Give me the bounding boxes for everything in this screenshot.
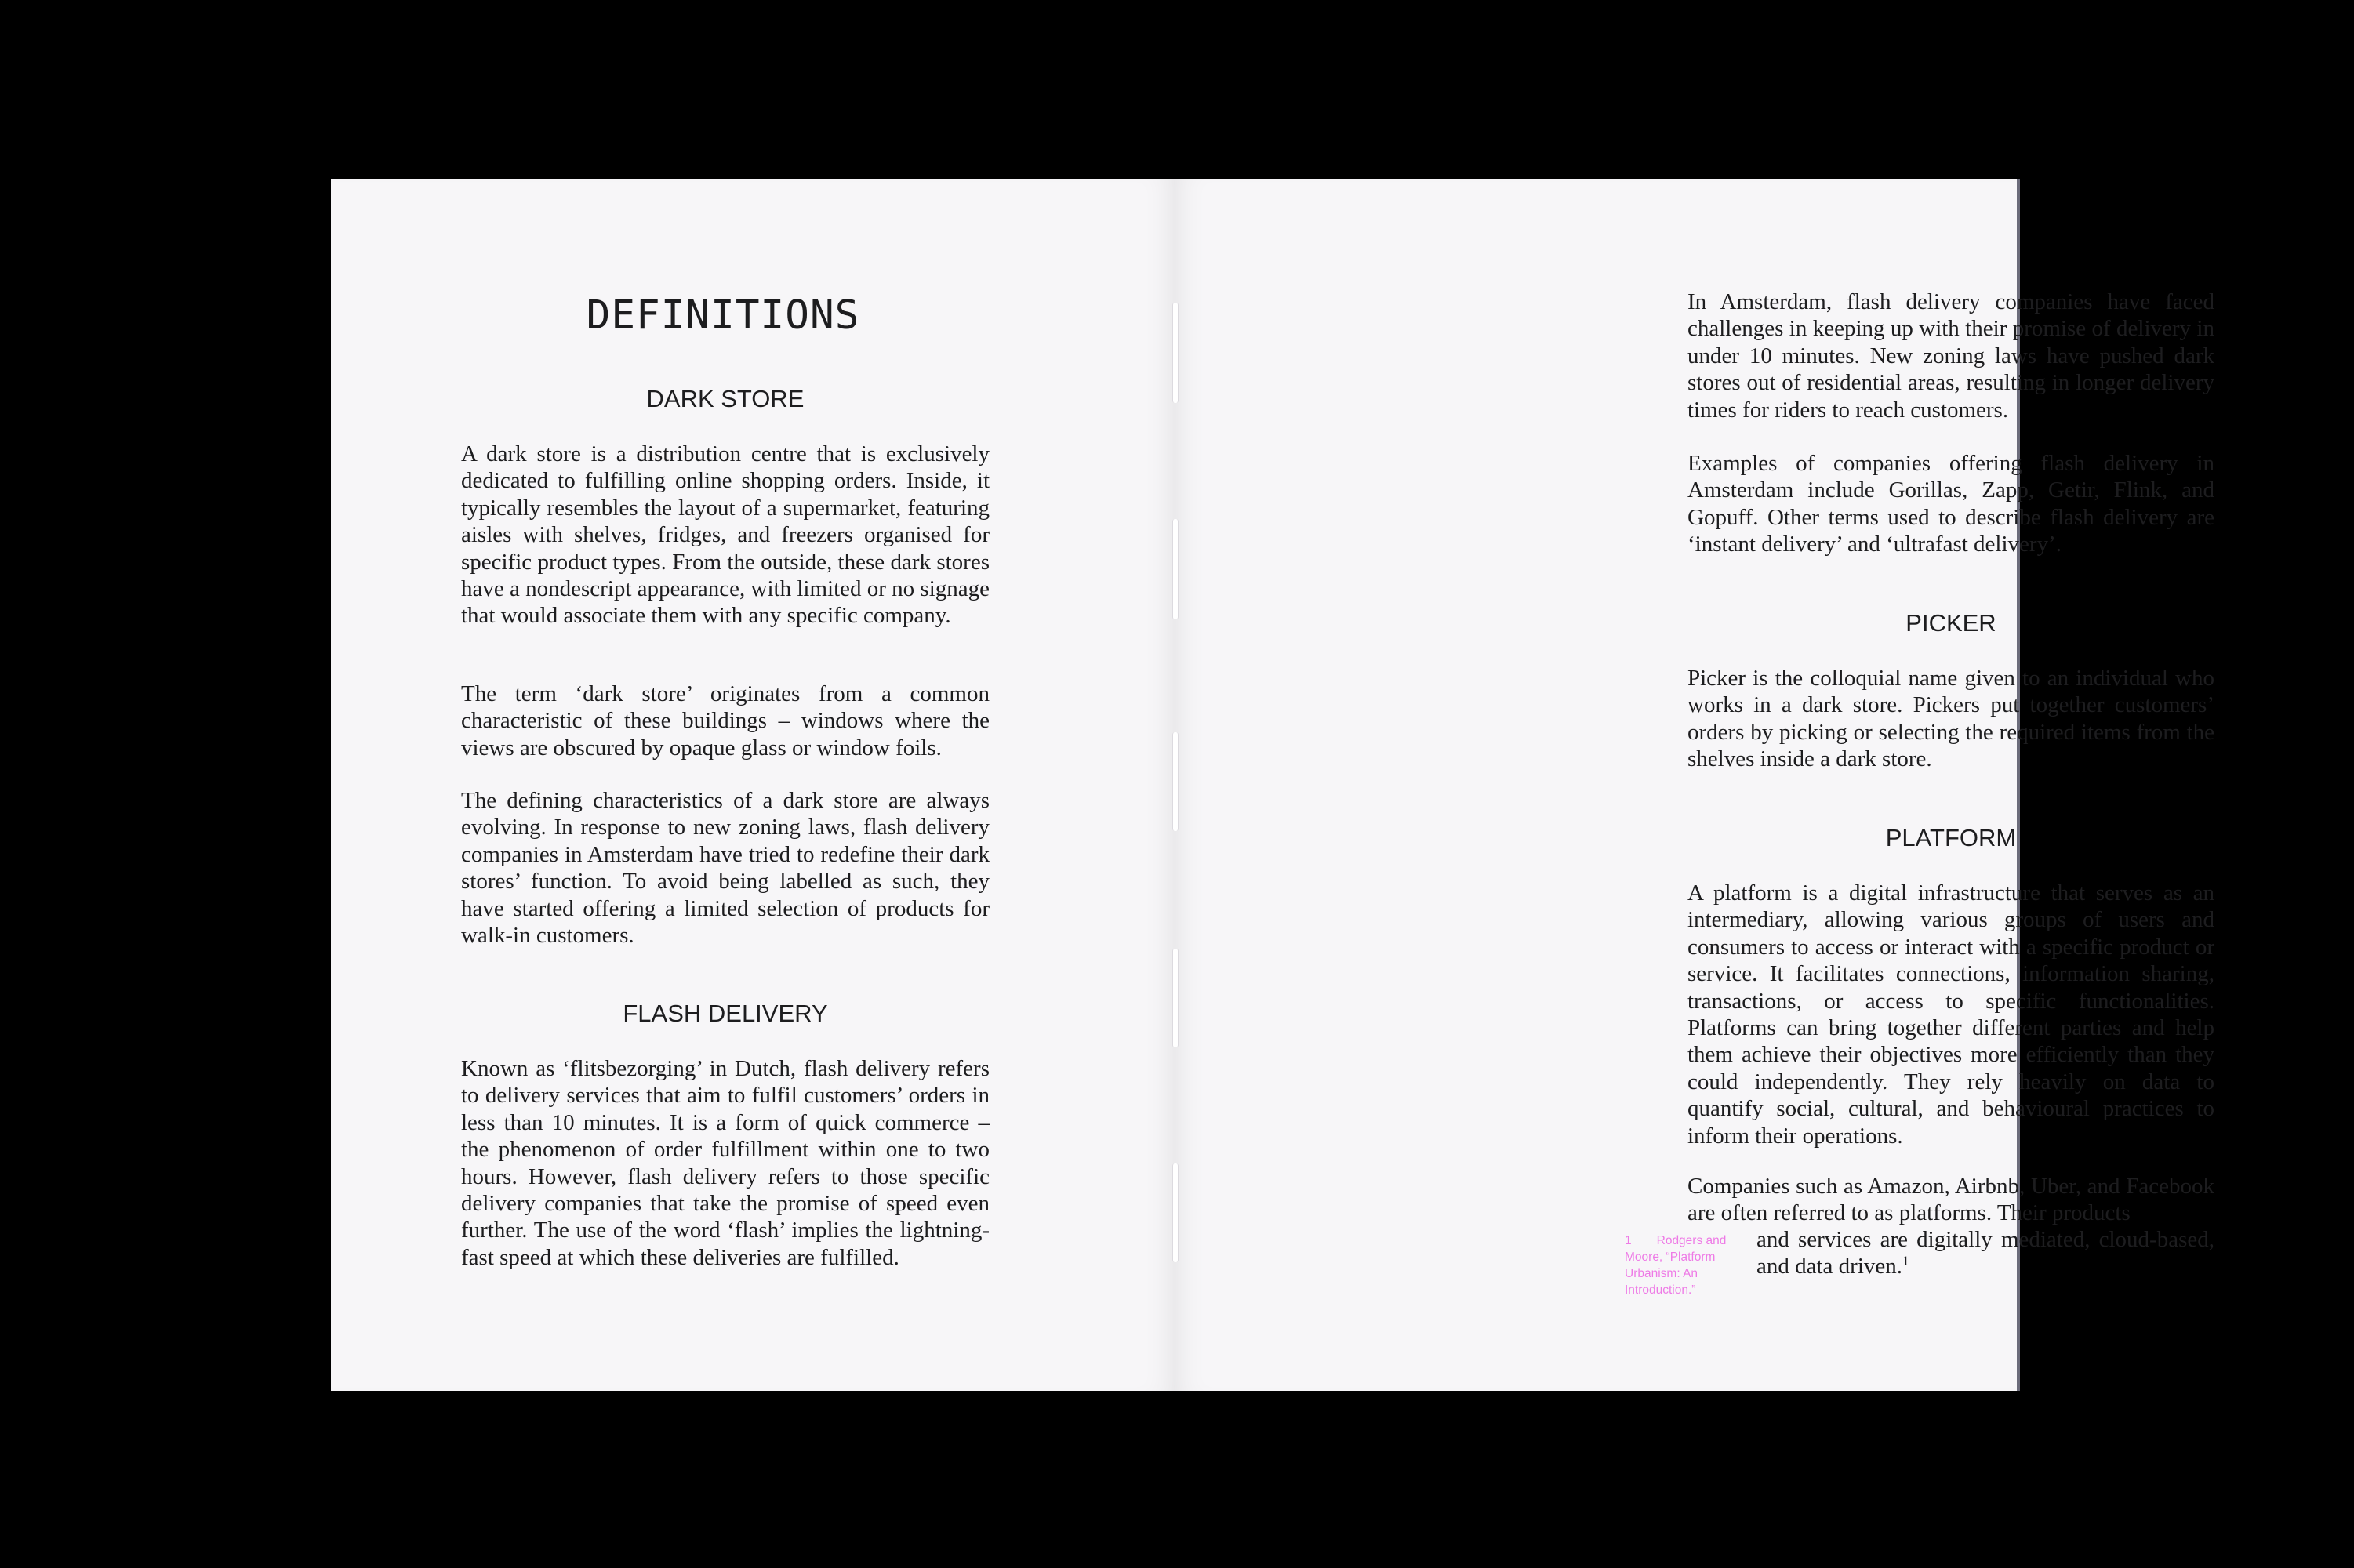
footnote-number: 1 xyxy=(1625,1234,1632,1247)
right-page xyxy=(1175,179,2214,1391)
left-page xyxy=(331,179,1175,1391)
paragraph-dark-store-2: The term ‘dark store’ originates from a common characteristic of these buildings – windows where the views are obscured by opaque glass or window foils. xyxy=(461,681,990,760)
paragraph-amsterdam-challenges: In Amsterdam, flash delivery companies have faced challenges in keeping up with their promise of delivery in under 10 minutes. New zoning laws have pushed dark stores out of residential areas, resulting in longer delivery times for riders to reach customers. xyxy=(1687,289,2214,423)
paragraph-platform-3-text: and services are digitally mediated, cloud-based, and data driven. xyxy=(1756,1227,2214,1279)
binding-stitch xyxy=(1172,303,1179,403)
paragraph-platform-2: Companies such as Amazon, Airbnb, Uber, and Facebook are often referred to as platforms. Their products xyxy=(1687,1174,2214,1226)
paragraph-flash-delivery-examples: Examples of companies offering flash delivery in Amsterdam include Gorillas, Zapp, Getir, Flink, and Gopuff. Other terms used to describe flash delivery are ‘instant delivery’ and ‘ultrafast delivery’. xyxy=(1687,451,2214,557)
page-title: DEFINITIONS xyxy=(586,292,860,339)
paragraph-platform-3 xyxy=(1756,1226,2214,1280)
section-heading-picker: PICKER xyxy=(1905,609,1996,637)
paragraph-dark-store-1: A dark store is a distribution centre that is exclusively dedicated to fulfilling online shopping orders. Inside, it typically resembles the layout of a supermarket, featuring aisles with shelves, fridges, and freezers organised for specific product types. From the outside, these dark stores have a nondescript appearance, with limited or no signage that would associate them with any specific company. xyxy=(461,441,990,629)
paragraph-picker: Picker is the colloquial name given to an individual who works in a dark store. Pickers put together customers’ orders by picking or selecting the required items from the shelves inside a dark store. xyxy=(1687,666,2214,772)
footnote xyxy=(1625,1232,1750,1298)
binding-stitch xyxy=(1172,949,1179,1047)
paragraph-dark-store-3: The defining characteristics of a dark store are always evolving. In response to new zoning laws, flash delivery companies in Amsterdam have tried to redefine their dark stores’ function. To avoid being labelled as such, they have started offering a limited selection of products for walk-in customers. xyxy=(461,788,990,949)
section-heading-flash-delivery: FLASH DELIVERY xyxy=(623,1000,828,1027)
paragraph-platform-1: A platform is a digital infrastructure that serves as an intermediary, allowing various groups of users and consumers to access or interact with a specific product or service. It facilitates connections, information sharing, transactions, or access to specific functionalities. Platforms can bring together different parties and help them achieve their objectives more efficiently than they could independently. They rely heavily on data to quantify social, cultural, and behavioural practices to inform their operations. xyxy=(1687,880,2214,1149)
binding-stitch xyxy=(1172,1163,1179,1262)
paragraph-flash-delivery: Known as ‘flitsbezorging’ in Dutch, flash delivery refers to delivery services that aim to fulfil customers’ orders in less than 10 minutes. It is a form of quick commerce – the phenomenon of order fulfillment within one to two hours. However, flash delivery refers to those specific delivery companies that take the promise of speed even further. The use of the word ‘flash’ implies the lightning-fast speed at which these deliveries are fulfilled. xyxy=(461,1056,990,1270)
section-heading-dark-store: DARK STORE xyxy=(646,385,805,412)
booklet-spread xyxy=(331,179,2214,1391)
page-edge-strip xyxy=(331,461,334,1543)
footnote-marker[interactable]: 1 xyxy=(1902,1253,1909,1269)
binding-stitch xyxy=(1172,732,1179,831)
footnote-text: Rodgers and Moore, “Platform Urbanism: An Introduction.” xyxy=(1625,1234,1727,1297)
section-heading-platform: PLATFORM xyxy=(1885,824,2017,851)
binding-stitch xyxy=(1172,519,1179,619)
